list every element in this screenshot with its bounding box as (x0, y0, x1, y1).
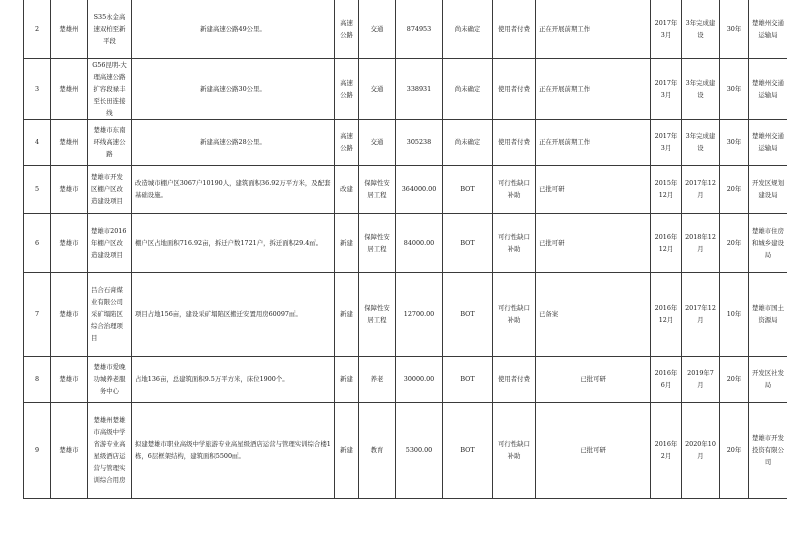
table-row (24, 356, 787, 402)
row-number: 7 (24, 272, 51, 356)
operation-mode-cell: 尚未确定 (443, 0, 493, 58)
implementing-agency-cell: 楚雄市开发投资有限公司 (749, 402, 787, 498)
return-mechanism-cell: 使用者付费 (493, 119, 536, 165)
project-name-cell: S35永金高速双柏至新平段 (88, 0, 132, 58)
implementing-agency-cell: 楚雄州交通运输局 (749, 119, 787, 165)
return-mechanism-cell: 使用者付费 (493, 356, 536, 402)
project-name-cell: 楚雄市开发区棚户区改造建设项目 (88, 165, 132, 213)
start-date-cell: 2015年12月 (651, 165, 682, 213)
investment-cell: 874953 (396, 0, 443, 58)
cooperation-term-cell: 20年 (720, 402, 749, 498)
cooperation-term-cell: 20年 (720, 356, 749, 402)
operation-mode-cell: BOT (443, 402, 493, 498)
table-row (24, 213, 787, 272)
return-mechanism-cell: 可行性缺口补助 (493, 213, 536, 272)
content-cell: 新建高速公路49公里。 (132, 0, 335, 58)
table-row (24, 402, 787, 498)
return-mechanism-cell: 可行性缺口补助 (493, 272, 536, 356)
cooperation-term-cell: 30年 (720, 0, 749, 58)
implementing-agency-cell: 楚雄市国土资源局 (749, 272, 787, 356)
content-cell: 改造城市棚户区3067户10190人，建筑面积36.92万平方米，及配套基础设施。 (132, 165, 335, 213)
construction-type-cell: 新建 (335, 356, 359, 402)
operation-mode-cell: BOT (443, 272, 493, 356)
investment-cell: 30000.00 (396, 356, 443, 402)
content-cell: 拟建楚雄市职业高级中学旅游专业高星级酒店运营与管理实训综合楼1栋，6层框架结构，建筑面积5500㎡。 (132, 402, 335, 498)
row-number: 6 (24, 213, 51, 272)
start-date-cell: 2016年12月 (651, 272, 682, 356)
region-cell: 楚雄市 (51, 165, 88, 213)
completion-cell: 2019年7月 (682, 356, 720, 402)
construction-type-cell: 改建 (335, 165, 359, 213)
start-date-cell: 2017年3月 (651, 119, 682, 165)
category-cell: 养老 (359, 356, 396, 402)
industry-cell: 高速公路 (335, 119, 359, 165)
industry-cell: 高速公路 (335, 58, 359, 119)
cooperation-term-cell: 20年 (720, 165, 749, 213)
start-date-cell: 2017年3月 (651, 58, 682, 119)
project-name-cell: 楚雄州楚雄市高级中学省游专业高星级酒店运营与管理实训综合用房 (88, 402, 132, 498)
completion-cell: 3年完成建设 (682, 58, 720, 119)
investment-cell: 364000.00 (396, 165, 443, 213)
category-cell: 保障性安居工程 (359, 165, 396, 213)
project-name-cell: 楚雄市东南环线高速公路 (88, 119, 132, 165)
row-number: 5 (24, 165, 51, 213)
operation-mode-cell: BOT (443, 356, 493, 402)
progress-cell: 已批可研 (536, 213, 651, 272)
project-name-cell: 楚雄市2016年棚户区改造建设项目 (88, 213, 132, 272)
progress-cell: 已批可研 (536, 165, 651, 213)
category-cell: 保障性安居工程 (359, 213, 396, 272)
progress-cell: 正在开展前期工作 (536, 0, 651, 58)
return-mechanism-cell: 使用者付费 (493, 0, 536, 58)
construction-type-cell: 新建 (335, 402, 359, 498)
cooperation-term-cell: 10年 (720, 272, 749, 356)
completion-cell: 2017年12月 (682, 165, 720, 213)
completion-cell: 3年完成建设 (682, 119, 720, 165)
category-cell: 交通 (359, 119, 396, 165)
category-cell: 交通 (359, 58, 396, 119)
content-cell: 棚户区占地面积716.92亩，拆迁户数1721户，拆迁面积29.4㎡。 (132, 213, 335, 272)
progress-cell: 已备案 (536, 272, 651, 356)
table-row (24, 58, 787, 119)
investment-cell: 338931 (396, 58, 443, 119)
content-cell: 项目占地156亩，建设采矿塌陷区搬迁安置用房60097㎡。 (132, 272, 335, 356)
category-cell: 保障性安居工程 (359, 272, 396, 356)
progress-cell: 已批可研 (536, 356, 651, 402)
implementing-agency-cell: 开发区规划建设局 (749, 165, 787, 213)
project-name-cell: 吕合石膏煤业有限公司采矿塌陷区综合治理项目 (88, 272, 132, 356)
investment-cell: 305238 (396, 119, 443, 165)
table-row (24, 272, 787, 356)
table-row (24, 0, 787, 58)
construction-type-cell: 新建 (335, 213, 359, 272)
start-date-cell: 2016年2月 (651, 402, 682, 498)
completion-cell: 2020年10月 (682, 402, 720, 498)
completion-cell: 2018年12月 (682, 213, 720, 272)
investment-cell: 84000.00 (396, 213, 443, 272)
completion-cell: 2017年12月 (682, 272, 720, 356)
category-cell: 教育 (359, 402, 396, 498)
cooperation-term-cell: 20年 (720, 213, 749, 272)
content-cell: 新建高速公路28公里。 (132, 119, 335, 165)
cooperation-term-cell: 30年 (720, 119, 749, 165)
region-cell: 楚雄市 (51, 213, 88, 272)
project-name-cell: G56昆明-大理高速公路扩容段禄丰至长田连接线 (88, 58, 132, 119)
industry-cell: 高速公路 (335, 0, 359, 58)
category-cell: 交通 (359, 0, 396, 58)
table-row (24, 165, 787, 213)
cooperation-term-cell: 30年 (720, 58, 749, 119)
region-cell: 楚雄市 (51, 272, 88, 356)
return-mechanism-cell: 使用者付费 (493, 58, 536, 119)
progress-cell: 已批可研 (536, 402, 651, 498)
operation-mode-cell: BOT (443, 213, 493, 272)
start-date-cell: 2017年3月 (651, 0, 682, 58)
implementing-agency-cell: 开发区社发局 (749, 356, 787, 402)
region-cell: 楚雄州 (51, 119, 88, 165)
region-cell: 楚雄市 (51, 356, 88, 402)
region-cell: 楚雄州 (51, 0, 88, 58)
table-row (24, 119, 787, 165)
region-cell: 楚雄州 (51, 58, 88, 119)
progress-cell: 正在开展前期工作 (536, 58, 651, 119)
content-cell: 占地136亩，总建筑面积9.5万平方米，床位1900个。 (132, 356, 335, 402)
progress-cell: 正在开展前期工作 (536, 119, 651, 165)
project-name-cell: 楚雄市爱晚功城养老服务中心 (88, 356, 132, 402)
construction-type-cell: 新建 (335, 272, 359, 356)
operation-mode-cell: 尚未确定 (443, 58, 493, 119)
region-cell: 楚雄市 (51, 402, 88, 498)
row-number: 8 (24, 356, 51, 402)
return-mechanism-cell: 可行性缺口补助 (493, 402, 536, 498)
return-mechanism-cell: 可行性缺口补助 (493, 165, 536, 213)
row-number: 2 (24, 0, 51, 58)
row-number: 3 (24, 58, 51, 119)
start-date-cell: 2016年6月 (651, 356, 682, 402)
completion-cell: 3年完成建设 (682, 0, 720, 58)
ppp-project-table (23, 0, 787, 499)
content-cell: 新建高速公路30公里。 (132, 58, 335, 119)
operation-mode-cell: 尚未确定 (443, 119, 493, 165)
row-number: 9 (24, 402, 51, 498)
implementing-agency-cell: 楚雄州交通运输局 (749, 0, 787, 58)
start-date-cell: 2016年12月 (651, 213, 682, 272)
project-table-sheet (23, 0, 784, 538)
investment-cell: 5300.00 (396, 402, 443, 498)
operation-mode-cell: BOT (443, 165, 493, 213)
investment-cell: 12700.00 (396, 272, 443, 356)
implementing-agency-cell: 楚雄市住房和城乡建设局 (749, 213, 787, 272)
row-number: 4 (24, 119, 51, 165)
implementing-agency-cell: 楚雄州交通运输局 (749, 58, 787, 119)
